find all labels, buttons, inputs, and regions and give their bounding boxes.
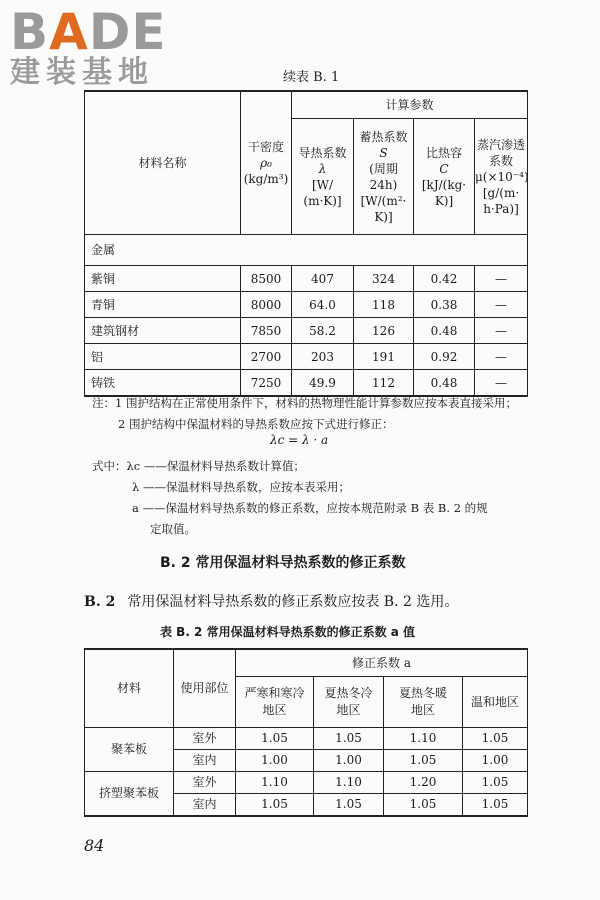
header-zone-severe-cold: 严寒和寒冷 地区 [236, 677, 314, 728]
logo-brand: BADE [10, 3, 167, 61]
para-text: 常用保温材料导热系数的修正系数应按表 B. 2 选用。 [127, 594, 459, 610]
table-b1 [84, 90, 528, 397]
logo [10, 3, 180, 90]
table-row: 室内 1.00 1.00 1.05 1.00 [85, 750, 528, 772]
material-cell: 挤塑聚苯板 [85, 772, 174, 817]
table-b2 [84, 648, 528, 817]
header-density: 干密度 ρ₀ (kg/m³) [241, 91, 292, 235]
section-heading: B. 2 常用保温材料导热系数的修正系数 [160, 555, 406, 571]
table-row: 挤塑聚苯板 室外 1.10 1.10 1.20 1.05 [85, 772, 528, 794]
where-2: λ ——保温材料导热系数，应按本表采用； [132, 480, 350, 494]
header-specific-heat: 比热容 C [kJ/(kg· K)] [414, 119, 475, 235]
where-1: 式中：λc ——保温材料导热系数计算值； [92, 459, 305, 473]
header-vapor: 蒸汽渗透 系数 μ(×10⁻⁴) [g/(m· h·Pa)] [475, 119, 528, 235]
header-location: 使用部位 [174, 649, 236, 728]
header-zone-hot-summer-cold-winter: 夏热冬冷 地区 [314, 677, 384, 728]
header-calc-group: 计算参数 [292, 91, 528, 119]
material-cell: 聚苯板 [85, 728, 174, 772]
table1-title: 续表 B. 1 [283, 70, 340, 85]
header-zone-mild: 温和地区 [463, 677, 528, 728]
table-row: 建筑钢材 7850 58.2 126 0.48 — [85, 318, 528, 344]
table-row: 铸铁 7250 49.9 112 0.48 — [85, 370, 528, 397]
table-row: 室内 1.05 1.05 1.05 1.05 [85, 794, 528, 817]
table-row: 铝 2700 203 191 0.92 — [85, 344, 528, 370]
note-1: 注：1 围护结构在正常使用条件下，材料的热物理性能计算参数应按本表直接采用； [92, 396, 517, 410]
where-3: a ——保温材料导热系数的修正系数，应按本规范附录 B 表 B. 2 的规 [132, 501, 488, 515]
logo-subtitle: 建装基地 [10, 55, 154, 90]
section-paragraph [84, 591, 458, 611]
header-material: 材料 [85, 649, 174, 728]
formula: λc = λ · a [270, 433, 329, 447]
header-zone-hot-summer-warm-winter: 夏热冬暖 地区 [384, 677, 463, 728]
table2-title: 表 B. 2 常用保温材料导热系数的修正系数 a 值 [160, 625, 416, 639]
header-material: 材料名称 [85, 91, 241, 235]
page-number: 84 [84, 836, 105, 855]
where-3-cont: 定取值。 [150, 522, 196, 536]
table-row: 紫铜 8500 407 324 0.42 — [85, 266, 528, 292]
table-row: 青铜 8000 64.0 118 0.38 — [85, 292, 528, 318]
header-factor-group: 修正系数 a [236, 649, 528, 677]
header-conductivity: 导热系数 λ [W/ (m·K)] [292, 119, 354, 235]
para-number: B. 2 [84, 594, 116, 610]
group-label-metal: 金属 [85, 235, 528, 266]
table-notes [92, 393, 532, 540]
header-storage: 蓄热系数 S (周期 24h) [W/(m²· K)] [354, 119, 414, 235]
note-2: 2 围护结构中保温材料的导热系数应按下式进行修正： [118, 417, 394, 431]
table-row: 聚苯板 室外 1.05 1.05 1.10 1.05 [85, 728, 528, 750]
